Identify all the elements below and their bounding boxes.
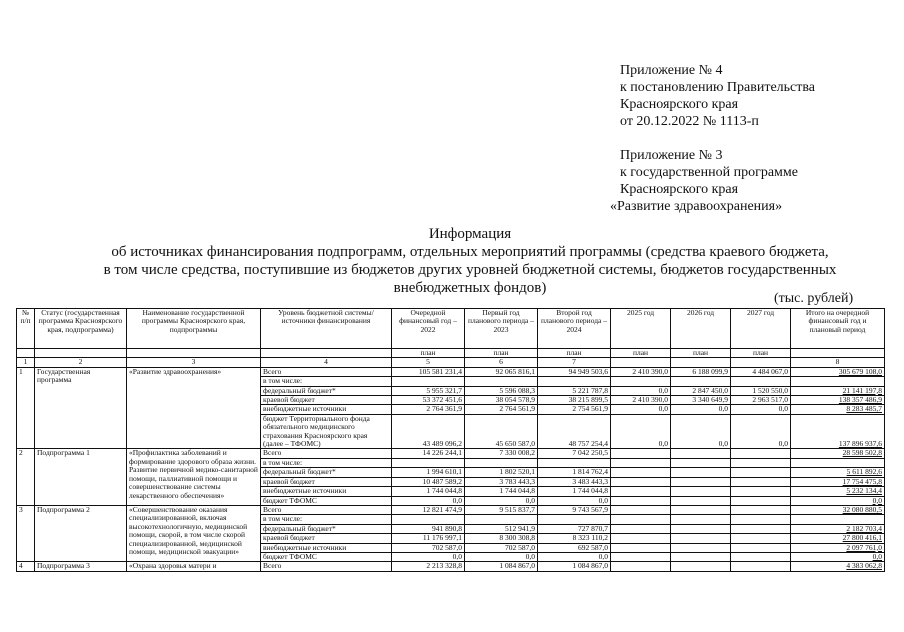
value-cell: 1 744 044,8 (465, 487, 538, 496)
value-cell: 727 870,7 (538, 524, 611, 533)
value-cell: 2 764 361,9 (392, 405, 465, 414)
value-cell: 5 221 787,8 (538, 386, 611, 395)
value-cell (731, 562, 791, 571)
value-cell: 2 213 328,8 (392, 562, 465, 571)
value-cell (611, 468, 671, 477)
value-cell: 105 581 231,4 (392, 367, 465, 376)
value-cell (538, 515, 611, 524)
value-cell (671, 552, 731, 561)
value-cell (671, 543, 731, 552)
table-row (17, 367, 885, 376)
appendix-3-line-2: к государственной программе (620, 165, 798, 180)
table-row (17, 562, 885, 571)
plan-cell (791, 349, 885, 358)
budget-level-cell: краевой бюджет (261, 477, 392, 486)
value-cell (538, 377, 611, 386)
appendix-4-line-3: Красноярского края (620, 97, 739, 112)
budget-level-cell: бюджет ТФОМС (261, 496, 392, 505)
value-cell (671, 477, 731, 486)
value-cell (731, 552, 791, 561)
header-cell: Очередной финансовый год – 2022 (392, 309, 465, 349)
value-cell: 512 941,9 (465, 524, 538, 533)
value-cell: 38 054 578,9 (465, 396, 538, 405)
value-cell: 4 484 067,0 (731, 367, 791, 376)
budget-level-cell: в том числе: (261, 458, 392, 467)
value-cell (611, 496, 671, 505)
column-number: 5 (392, 358, 465, 367)
table-body (17, 367, 885, 571)
value-cell: 12 821 474,9 (392, 505, 465, 514)
total-cell: 2 182 703,4 (791, 524, 885, 533)
value-cell (671, 449, 731, 458)
header-cell: Уровень бюджетной системы/источники финансирования (261, 309, 392, 349)
value-cell (611, 534, 671, 543)
row-number: 3 (17, 505, 35, 561)
value-cell: 45 650 587,0 (465, 414, 538, 449)
plan-cell (35, 349, 127, 358)
appendix-3-line-1: Приложение № 3 (620, 148, 723, 163)
row-number: 4 (17, 562, 35, 571)
total-cell: 0,0 (791, 552, 885, 561)
table-row (17, 505, 885, 514)
value-cell: 0,0 (731, 414, 791, 449)
value-cell: 94 949 503,6 (538, 367, 611, 376)
value-cell: 941 890,8 (392, 524, 465, 533)
total-cell: 5 611 892,6 (791, 468, 885, 477)
header-cell: Наименование государственной программы Красноярского края, подпрограммы (127, 309, 261, 349)
value-cell (671, 377, 731, 386)
heading-line-3: в том числе средства, поступившие из бюджетов других уровней бюджетной системы, бюджетов государственных (103, 262, 837, 278)
budget-level-cell: Всего (261, 367, 392, 376)
value-cell: 8 323 110,2 (538, 534, 611, 543)
total-cell: 28 598 502,8 (791, 449, 885, 458)
heading-line-1: Информация (428, 226, 512, 242)
total-cell: 32 080 880,5 (791, 505, 885, 514)
value-cell (611, 377, 671, 386)
appendix-4-line-1: Приложение № 4 (620, 63, 723, 78)
units-label: (тыс. рублей) (774, 291, 854, 306)
plan-cell: план (671, 349, 731, 358)
value-cell (392, 458, 465, 467)
plan-cell: план (392, 349, 465, 358)
value-cell: 43 489 096,2 (392, 414, 465, 449)
value-cell (611, 515, 671, 524)
value-cell (611, 543, 671, 552)
total-cell: 5 232 134,4 (791, 487, 885, 496)
value-cell (731, 515, 791, 524)
document-heading (40, 225, 900, 297)
budget-level-cell: в том числе: (261, 515, 392, 524)
value-cell: 1 084 867,0 (465, 562, 538, 571)
value-cell (731, 458, 791, 467)
column-number (611, 358, 671, 367)
value-cell (611, 505, 671, 514)
total-cell: 2 097 761,0 (791, 543, 885, 552)
plan-cell (17, 349, 35, 358)
value-cell: 3 483 443,3 (538, 477, 611, 486)
financing-table (16, 308, 885, 572)
budget-level-cell: в том числе: (261, 377, 392, 386)
budget-level-cell: внебюджетные источники (261, 543, 392, 552)
value-cell: 0,0 (538, 496, 611, 505)
header-cell: Итого на очередной финансовый год и плановый период (791, 309, 885, 349)
status-cell: Подпрограмма 3 (35, 562, 127, 571)
appendix-3-line-4: «Развитие здравоохранения» (610, 199, 783, 214)
value-cell: 2 410 390,0 (611, 367, 671, 376)
table-header-row (17, 309, 885, 349)
value-cell: 8 300 308,8 (465, 534, 538, 543)
status-cell: Подпрограмма 1 (35, 449, 127, 505)
value-cell: 0,0 (611, 386, 671, 395)
value-cell (538, 458, 611, 467)
column-number: 4 (261, 358, 392, 367)
value-cell (671, 515, 731, 524)
budget-level-cell: внебюджетные источники (261, 405, 392, 414)
value-cell: 1 520 550,0 (731, 386, 791, 395)
total-cell: 4 383 062,8 (791, 562, 885, 571)
appendix-3-line-3: Красноярского края (620, 182, 739, 197)
value-cell (611, 562, 671, 571)
value-cell (671, 534, 731, 543)
total-cell (791, 515, 885, 524)
value-cell: 0,0 (731, 405, 791, 414)
column-number: 3 (127, 358, 261, 367)
appendix-4-block (620, 62, 815, 130)
header-cell: 2027 год (731, 309, 791, 349)
total-cell: 0,0 (791, 496, 885, 505)
value-cell: 14 226 244,1 (392, 449, 465, 458)
value-cell (731, 534, 791, 543)
value-cell: 702 587,0 (392, 543, 465, 552)
status-cell: Государственная программа (35, 367, 127, 449)
value-cell: 10 487 589,2 (392, 477, 465, 486)
value-cell: 1 802 520,1 (465, 468, 538, 477)
value-cell (731, 524, 791, 533)
value-cell: 0,0 (465, 496, 538, 505)
value-cell (611, 449, 671, 458)
heading-line-2: об источниках финансирования подпрограмм, отдельных мероприятий программы (средства краевого бюджета, (111, 244, 829, 260)
value-cell: 3 340 649,9 (671, 396, 731, 405)
value-cell (731, 468, 791, 477)
program-name-cell: «Охрана здоровья матери и (127, 562, 261, 571)
value-cell: 6 188 099,9 (671, 367, 731, 376)
value-cell: 48 757 254,4 (538, 414, 611, 449)
value-cell (731, 505, 791, 514)
budget-level-cell: федеральный бюджет* (261, 386, 392, 395)
status-cell: Подпрограмма 2 (35, 505, 127, 561)
header-cell: Второй год планового периода – 2024 (538, 309, 611, 349)
budget-level-cell: внебюджетные источники (261, 487, 392, 496)
header-cell: 2026 год (671, 309, 731, 349)
value-cell: 5 596 088,3 (465, 386, 538, 395)
budget-level-cell: краевой бюджет (261, 534, 392, 543)
value-cell (611, 487, 671, 496)
value-cell: 1 744 044,8 (392, 487, 465, 496)
header-cell: 2025 год (611, 309, 671, 349)
value-cell: 38 215 899,5 (538, 396, 611, 405)
value-cell (731, 449, 791, 458)
column-number: 8 (791, 358, 885, 367)
total-cell: 17 754 475,8 (791, 477, 885, 486)
budget-level-cell: бюджет ТФОМС (261, 552, 392, 561)
budget-level-cell: Всего (261, 505, 392, 514)
value-cell: 2 754 561,9 (538, 405, 611, 414)
column-number (671, 358, 731, 367)
budget-level-cell: Всего (261, 562, 392, 571)
total-cell: 8 283 485,7 (791, 405, 885, 414)
column-number (731, 358, 791, 367)
value-cell: 0,0 (392, 552, 465, 561)
value-cell (731, 377, 791, 386)
budget-level-cell: федеральный бюджет* (261, 468, 392, 477)
value-cell: 692 587,0 (538, 543, 611, 552)
budget-level-cell: федеральный бюджет* (261, 524, 392, 533)
value-cell: 9 515 837,7 (465, 505, 538, 514)
plan-row (17, 349, 885, 358)
value-cell (671, 496, 731, 505)
value-cell: 7 042 250,5 (538, 449, 611, 458)
plan-cell (261, 349, 392, 358)
appendix-4-line-2: к постановлению Правительства (620, 80, 816, 95)
value-cell: 53 372 451,6 (392, 396, 465, 405)
value-cell: 92 065 816,1 (465, 367, 538, 376)
value-cell (731, 543, 791, 552)
value-cell: 0,0 (671, 414, 731, 449)
value-cell (611, 524, 671, 533)
value-cell: 0,0 (671, 405, 731, 414)
value-cell: 2 847 450,0 (671, 386, 731, 395)
row-number: 1 (17, 367, 35, 449)
plan-cell: план (731, 349, 791, 358)
value-cell: 0,0 (465, 552, 538, 561)
value-cell: 5 955 321,7 (392, 386, 465, 395)
value-cell: 2 410 390,0 (611, 396, 671, 405)
program-name-cell: «Профилактика заболеваний и формирование здорового образа жизни. Развитие первичной медико-санитарной помощи, паллиативной помощи и совершенствование системы лекарственного обеспечения» (127, 449, 261, 505)
total-cell: 137 896 937,6 (791, 414, 885, 449)
column-number: 1 (17, 358, 35, 367)
header-cell: Первый год планового периода – 2023 (465, 309, 538, 349)
value-cell: 7 330 008,2 (465, 449, 538, 458)
column-number: 6 (465, 358, 538, 367)
total-cell: 21 141 197,8 (791, 386, 885, 395)
value-cell (731, 487, 791, 496)
budget-level-cell: бюджет Территориального фонда обязательного медицинского страхования Красноярского края (далее – ТФОМС) (261, 414, 392, 449)
value-cell (671, 487, 731, 496)
value-cell: 0,0 (538, 552, 611, 561)
column-number-row (17, 358, 885, 367)
appendix-4-line-4: от 20.12.2022 № 1113-п (620, 114, 759, 129)
program-name-cell: «Развитие здравоохранения» (127, 367, 261, 449)
appendix-3-block (610, 147, 798, 215)
value-cell: 11 176 997,1 (392, 534, 465, 543)
program-name-cell: «Совершенствование оказания специализированной, включая высокотехнологичную, медицинской помощи, скорой, в том числе скорой специализированной, медицинской помощи, медицинской эвакуации» (127, 505, 261, 561)
value-cell (611, 458, 671, 467)
value-cell (671, 468, 731, 477)
value-cell: 2 963 517,0 (731, 396, 791, 405)
row-number: 2 (17, 449, 35, 505)
plan-cell (127, 349, 261, 358)
value-cell (465, 515, 538, 524)
value-cell (671, 562, 731, 571)
total-cell: 138 357 486,9 (791, 396, 885, 405)
value-cell (611, 477, 671, 486)
heading-line-4: внебюджетных фондов) (393, 280, 547, 296)
value-cell (731, 496, 791, 505)
plan-cell: план (465, 349, 538, 358)
value-cell (465, 377, 538, 386)
value-cell: 1 744 044,8 (538, 487, 611, 496)
header-cell: № п/п (17, 309, 35, 349)
value-cell: 3 783 443,3 (465, 477, 538, 486)
header-cell: Статус (государственная программа Красноярского края, подпрограмма) (35, 309, 127, 349)
value-cell: 702 587,0 (465, 543, 538, 552)
total-cell (791, 458, 885, 467)
value-cell (611, 552, 671, 561)
value-cell (671, 505, 731, 514)
budget-level-cell: краевой бюджет (261, 396, 392, 405)
value-cell: 0,0 (392, 496, 465, 505)
table-row (17, 449, 885, 458)
total-cell: 305 679 108,0 (791, 367, 885, 376)
total-cell: 27 800 416,1 (791, 534, 885, 543)
budget-level-cell: Всего (261, 449, 392, 458)
value-cell: 0,0 (611, 405, 671, 414)
value-cell (392, 377, 465, 386)
column-number: 7 (538, 358, 611, 367)
value-cell: 1 814 762,4 (538, 468, 611, 477)
plan-cell: план (611, 349, 671, 358)
value-cell: 2 764 561,9 (465, 405, 538, 414)
total-cell (791, 377, 885, 386)
value-cell: 0,0 (611, 414, 671, 449)
value-cell (671, 458, 731, 467)
value-cell: 1 994 610,1 (392, 468, 465, 477)
value-cell: 1 084 867,0 (538, 562, 611, 571)
value-cell (731, 477, 791, 486)
column-number: 2 (35, 358, 127, 367)
plan-cell: план (538, 349, 611, 358)
value-cell: 9 743 567,9 (538, 505, 611, 514)
value-cell (392, 515, 465, 524)
value-cell (465, 458, 538, 467)
value-cell (671, 524, 731, 533)
